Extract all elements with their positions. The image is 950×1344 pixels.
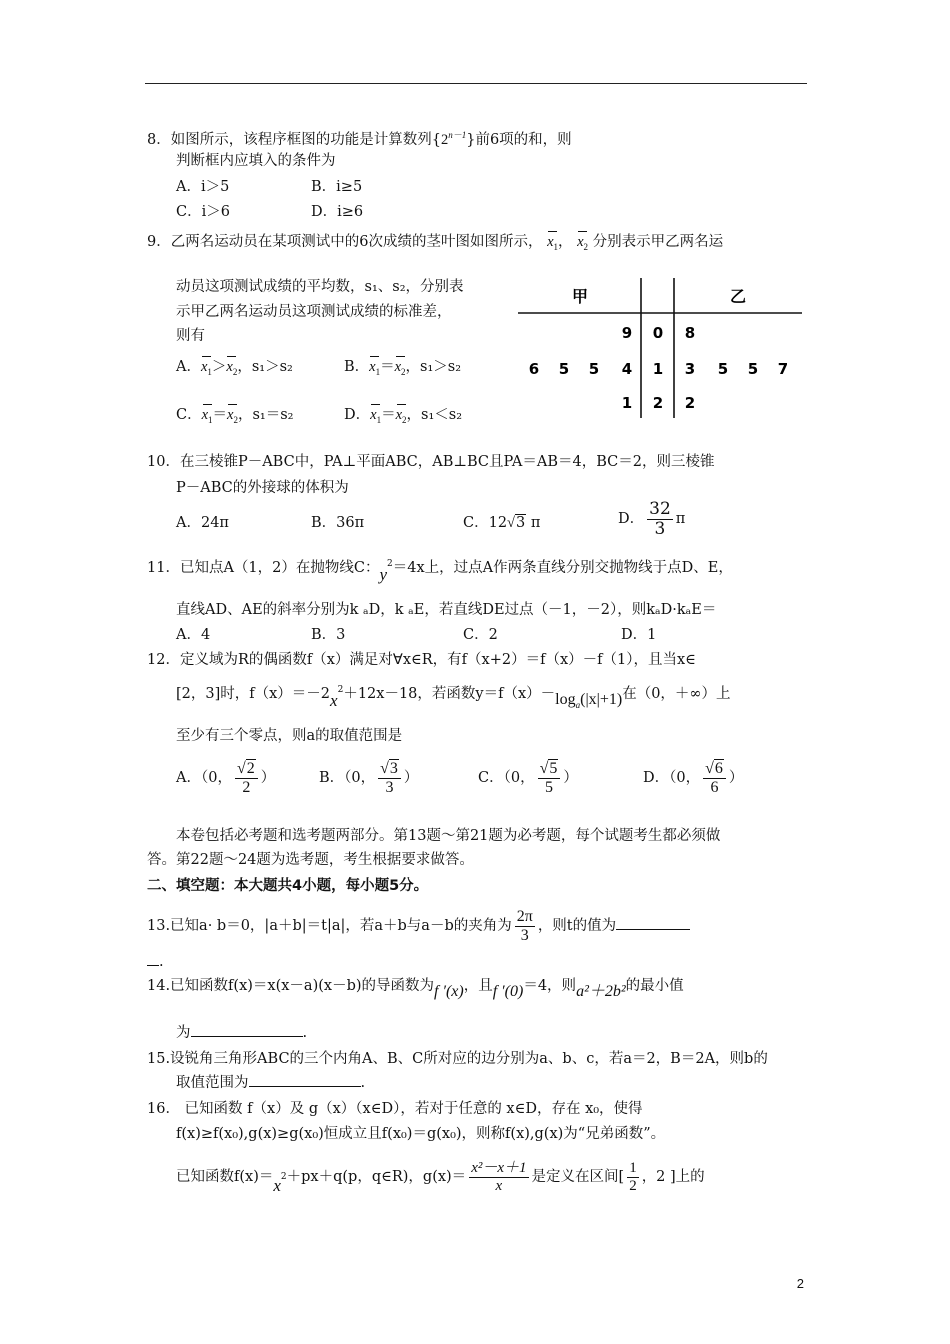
q11-option-a: A．4: [176, 627, 211, 643]
q12-option-a: A．（0， $\frac{√2}{2}$ ）: [176, 760, 276, 796]
q12-line3: 至少有三个零点，则a的取值范围是: [176, 728, 403, 744]
q12-option-c: C．（0， $\frac{√5}{5}$ ）: [478, 760, 578, 796]
header-yi: 乙: [729, 287, 747, 306]
q9-option-b: B．$x_1=x_2$，s₁＞s₂: [344, 357, 461, 382]
q13-answer-blank[interactable]: [616, 929, 690, 930]
q9-line3: 示甲乙两名运动员这项测试成绩的标准差，: [176, 304, 452, 320]
q8-option-b: B．i≥5: [311, 179, 363, 195]
section-intro-line2: 答。第22题～24题为选考题，考生根据要求做答。: [147, 852, 474, 868]
q9-option-a: A．$x_1>x_2$，s₁＞s₂: [176, 357, 293, 382]
q13-line1: 13.已知a· b＝0，|a＋b|＝t|a|，若a＋b与a－b的夹角为 $\frac{2\pi}{3}$ ，则t的值为: [147, 908, 690, 944]
q9-line2: 动员这项测试成绩的平均数，s₁、s₂，分别表: [176, 279, 464, 295]
q11-option-b: B．3: [311, 627, 346, 643]
q12-option-b: B．（0， $\frac{√3}{3}$ ）: [319, 760, 419, 796]
stem-value: 1: [652, 360, 664, 378]
q14-line2: 为 .: [176, 1025, 308, 1041]
q13-line2: .: [147, 952, 164, 972]
q11-option-d: D．1: [621, 627, 657, 643]
leaf-right: 7: [777, 360, 789, 378]
q10-option-d: D． $\frac{32}{3}$ π: [618, 499, 686, 539]
q16-line1: 16． 已知函数 f（x）及 g（x）（x∈D），若对于任意的 x∈D，存在 x₀，使得: [147, 1101, 643, 1117]
q9-line4: 则有: [176, 328, 205, 344]
header-jia: 甲: [571, 287, 589, 306]
q8-option-c: C．i＞6: [176, 204, 230, 220]
leaf-left: 5: [558, 360, 570, 378]
leaf-right: 3: [684, 360, 696, 378]
q15-line1: 15.设锐角三角形ABC的三个内角A、B、C所对应的边分别为a、b、c，若a＝2，B＝2A，则b的: [147, 1051, 768, 1067]
leaf-right: 5: [717, 360, 729, 378]
q8-line2: 判断框内应填入的条件为: [176, 153, 336, 169]
q9-option-c: C．$x_1=x_2$，s₁＝s₂: [176, 405, 294, 430]
leaf-right: 2: [684, 394, 696, 412]
q8-option-d: D．i≥6: [311, 204, 364, 220]
leaf-right: 5: [747, 360, 759, 378]
page-number: 2: [796, 1276, 804, 1291]
q9-line1: 9．乙两名运动员在某项测试中的6次成绩的茎叶图如图所示， $x_1$， $x_2$ 分别表示甲乙两名运: [147, 232, 723, 257]
leaf-right: 8: [684, 324, 696, 342]
q10-line1: 10．在三棱锥P－ABC中，PA⊥平面ABC，AB⊥BC且PA＝AB＝4，BC＝2，则三棱锥: [147, 454, 715, 470]
stem-value: 0: [652, 324, 664, 342]
q14-answer-blank[interactable]: [191, 1036, 303, 1037]
q8-option-a: A．i＞5: [176, 179, 230, 195]
q12-line1: 12．定义域为R的偶函数f（x）满足对∀x∈R，有f（x+2）＝f（x）－f（1），且当x∈: [147, 652, 696, 668]
q11-option-c: C．2: [463, 627, 498, 643]
q15-answer-blank[interactable]: [249, 1086, 361, 1087]
leaf-left: 5: [588, 360, 600, 378]
leaf-left: 4: [621, 360, 633, 378]
q11-line1: 11．已知点A（1，2）在抛物线C：$y^2=4x$上，过点A作两条直线分别交抛物线于点D、E，: [147, 559, 733, 584]
q11-line2: 直线AD、AE的斜率分别为k ₐD，k ₐE，若直线DE过点（－1，－2），则kₐD·kₐE＝: [176, 602, 717, 618]
leaf-left: 9: [621, 324, 633, 342]
q15-line2: 取值范围为 .: [176, 1075, 366, 1091]
q16-line3: 已知函数$f(x)=x^2+px+q(p$，q∈R)，g(x)＝ $\frac{\text{x²－x＋1}}{x}$ 是定义在区间[ $\frac{1}{2}$ ，2 ]上的: [176, 1160, 705, 1195]
q16-line2: f(x)≥f(x₀),g(x)≥g(x₀)恒成立且f(x₀)＝g(x₀)，则称f(x),g(x)为“兄弟函数”。: [176, 1126, 666, 1142]
q12-line2: [2，3]时，$f(x)=-2x^2+12x-18$，若函数$y=f(x)-\log_a(|x|+1)$在（0，＋∞）上: [176, 685, 731, 710]
section-heading-fill-in: 二、填空题：本大题共4小题，每小题5分。: [147, 878, 429, 894]
header-rule: [145, 83, 807, 84]
stem-leaf-plot: [510, 276, 810, 426]
leaf-left: 6: [528, 360, 540, 378]
q10-option-a: A．24π: [176, 515, 229, 531]
leaf-left: 1: [621, 394, 633, 412]
q10-option-c: C．12√3 π: [463, 515, 541, 531]
q12-option-d: D．（0， $\frac{√6}{6}$ ）: [643, 760, 744, 796]
q14-line1: 14.已知函数f(x)＝x(x－a)(x－b)的导函数为f ′(x)，且f ′(0)＝4，则a²＋2b²的最小值: [147, 978, 684, 1000]
stem-value: 2: [652, 394, 664, 412]
section-intro-line1: 本卷包括必考题和选考题两部分。第13题～第21题为必考题，每个试题考生都必须做: [176, 828, 721, 844]
q8-line1: 8．如图所示，该程序框图的功能是计算数列$\{2^{n-1}\}$前6项的和，则: [147, 130, 572, 148]
q10-option-b: B．36π: [311, 515, 365, 531]
q9-option-d: D．$x_1=x_2$，s₁＜s₂: [344, 405, 462, 430]
q10-line2: P－ABC的外接球的体积为: [176, 480, 349, 496]
